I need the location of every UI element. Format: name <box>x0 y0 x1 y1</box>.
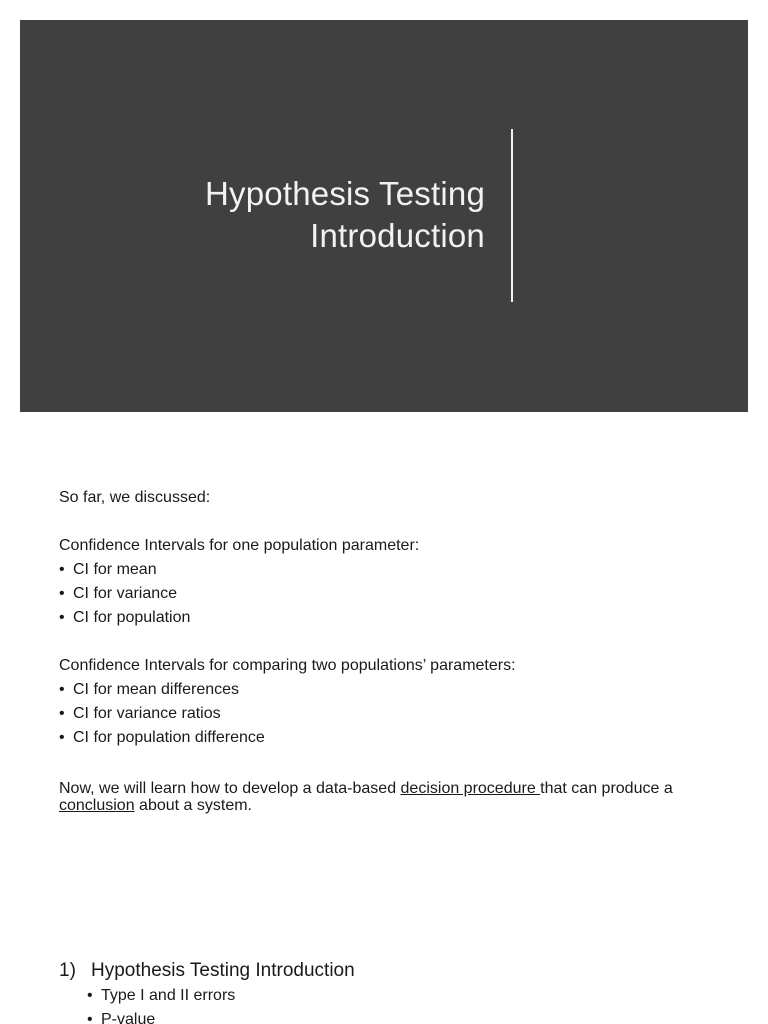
title-slide <box>20 20 748 412</box>
outline-heading <box>59 958 719 984</box>
list-item: • CI for variance ratios <box>59 702 719 726</box>
list-item: • Type I and II errors <box>87 984 719 1008</box>
closing-text-1: Now, we will learn how to develop a data-based <box>59 780 401 797</box>
list-item: • P-value <box>87 1008 719 1024</box>
group2-list <box>59 678 719 750</box>
decision-procedure-term: decision procedure <box>400 780 541 797</box>
list-item: • CI for mean differences <box>59 678 719 702</box>
recap-slide <box>59 486 719 814</box>
outline-heading-text: Hypothesis Testing Introduction <box>91 960 355 981</box>
list-item: • CI for population <box>59 606 719 630</box>
closing-text-2: that can produce a <box>540 780 673 797</box>
outline-heading-number: 1) <box>59 960 76 981</box>
list-item: • CI for mean <box>59 558 719 582</box>
slide-title-line2: Introduction <box>310 217 485 254</box>
recap-intro: So far, we discussed: <box>59 489 211 506</box>
outline-list <box>87 984 719 1024</box>
conclusion-term: conclusion <box>59 797 135 814</box>
group2-heading: Confidence Intervals for comparing two populations’ parameters: <box>59 657 516 674</box>
closing-paragraph <box>59 780 719 814</box>
list-item: • CI for population difference <box>59 726 719 750</box>
group1-heading: Confidence Intervals for one population parameter: <box>59 537 420 554</box>
slide-title-line1: Hypothesis Testing <box>205 175 485 212</box>
list-item: • CI for variance <box>59 582 719 606</box>
closing-text-3: about a system. <box>134 797 252 814</box>
title-divider <box>511 129 513 302</box>
group1-list <box>59 558 719 630</box>
slide-title <box>205 173 485 257</box>
outline-slide <box>59 958 719 1024</box>
